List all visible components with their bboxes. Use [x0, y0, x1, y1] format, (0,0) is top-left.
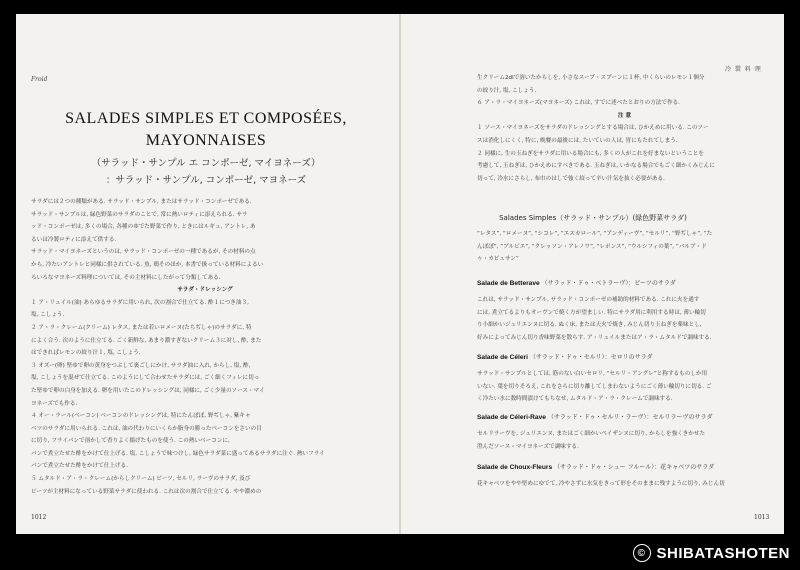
page-title-line2: MAYONNAISES	[145, 132, 267, 149]
body-line: パンで煮立たせた酢をかけて仕上げる.	[31, 463, 128, 470]
copyright-watermark	[633, 540, 790, 566]
note-heading: 注 意	[617, 112, 632, 119]
item-title-celeri	[477, 352, 653, 361]
body-line: に切り, フライパンで溶かして香りよく揚げたものを使う. この熱いベーコンに,	[31, 438, 230, 445]
body-line: いない. 葉を切りそろえ, これをさらに切り離してしまわないようにごく薄い輪切りに切る. ご	[477, 383, 712, 390]
running-head-right: 冷 製 料 理	[725, 66, 762, 73]
body-line: の絞り汁, 塩, こしょう.	[477, 87, 537, 94]
body-line: サラダには２つの種類がある. サラッド・サンプル, またはサラッド・コンポーゼである.	[31, 199, 252, 205]
item-title-fr: Salade de Choux-Fleurs	[477, 464, 553, 471]
body-line: ３ オズー(卵) 堅ゆで卵の黄身をつぶして裏ごしにかけ, サラダ油に入れ, からし, 塩, 酢,	[31, 362, 251, 369]
item-title-jp: （サラッド・ドゥ・セルリ・ラーヴ）：セルリラーヴのサラダ	[547, 414, 713, 421]
running-head-left: Froid	[31, 76, 48, 83]
item-title-betterave	[477, 278, 676, 287]
body-line: はできればレモンの絞り汁１, 塩, こしょう.	[31, 350, 141, 357]
item-body-betterave	[477, 294, 772, 344]
subtitle-line1: （サラッド・サンプル エ コンポーゼ, マイヨネーズ）	[91, 158, 321, 169]
section-intro-text	[477, 228, 772, 266]
page-number-left: 1012	[31, 514, 47, 521]
left-body-text	[31, 196, 379, 498]
copyright-icon: ©	[633, 544, 651, 562]
body-line: 花キャベツをやや堅めにゆでて, 冷やさずに水気をきって形をそのままに残すように切り, みじん切	[477, 481, 725, 487]
body-line: 塩, こしょう.	[31, 312, 65, 319]
body-line: スは消化しにくく, 特に, 晩餐の最後には, たいていの人は, 胃にもたれてしまう.	[477, 137, 678, 144]
left-page	[16, 14, 399, 534]
body-line: ヨネーズでも作る.	[31, 400, 78, 407]
item-title-fr: Salade de Betterave	[477, 280, 540, 287]
body-line: 塩, こしょうを混ぜて仕立てる. このようにして合わせたサラダには, ごく細くフィレに切っ	[31, 375, 260, 382]
watermark-text: SHIBATASHOTEN	[656, 544, 790, 562]
body-line: ４ オー・ラール(ベーコン) ベーコンのドレッシングは, 特にたんぽぽ, 野ぢしゃ, 紫キャ	[31, 413, 251, 420]
body-line: によく合う. 次のように仕立てる. ごく新鮮な, あまり濃すぎないクリーム３に対し, 酢, また	[31, 337, 262, 344]
body-line: ろいろなマヨネーズ料理については, その主材料にしたがって分類してある.	[31, 274, 221, 281]
body-line: セルリラーヴを, ジュリエンヌ, またはごく細かいペイザンヌに切り, からしを強くきかせた	[477, 431, 706, 437]
body-line: ッド・コンポーゼは, 多くの場合, 各種のゆでた野菜で作り, ときにはルギュ, アントレ, あ	[31, 224, 256, 231]
body-line: １ ア・リュイル(油) あらゆるサラダに用いられ, 次の割合で仕立てる. 酢１につき油３,	[31, 299, 249, 306]
body-line: １ ソース・マイヨネーズをサラダのドレッシングとする場合は, ひかえめに用いる. このソー	[477, 125, 709, 132]
body-line: ２ 同様に, 生の玉ねぎをサラダに用いる場合にも, 多くの人がこれを好まないということを	[477, 150, 704, 157]
body-line: く冷たい水に数時間漬けてもちなせ, ムタルド・ア・ラ・クレームで調味する.	[477, 396, 673, 403]
item-title-jp: （サラッド・ドゥ・ベトラーヴ）：ビーツのサラダ	[541, 280, 676, 287]
body-line: り小細かいジュリエンヌに切る. ぬく床, または天火で焼き, みじん切り玉ねぎを薬味とし,	[477, 322, 702, 329]
body-line: ゥ・カピュサン”	[477, 256, 519, 263]
body-line: るいは冷製ロティに添えて供する.	[31, 236, 117, 243]
body-line: んぽぽ”, “ブルビエ”, “クレッソン・アレノワ”, “レポンス”, “ウルシフィの葉”, “バルブ・ド	[477, 243, 707, 250]
body-line: ６ ア・ラ・マイヨネーズ(マヨネーズ) これは, すでに述べたとおりの方法で作る.	[477, 100, 680, 107]
item-title-celeri-rave	[477, 412, 713, 421]
section-title: Salades Simples（サラッド・サンプル）(緑色野菜サラダ)	[499, 214, 687, 222]
subtitle-line2: ：サラッド・サンプル, コンポーゼ, マヨネーズ	[105, 175, 307, 186]
body-line: た堅ゆで卵の白身を加える. 卵を用いたこのドレッシングは, 同様に, ごく少量のソース・マイ	[31, 387, 265, 394]
body-line: には, 煮立てるよりもオーヴンで焼く方が望ましい. 特にサラダ用に利用する時は, 薄い輪切	[477, 309, 706, 316]
book-spread	[16, 14, 784, 534]
right-top-text	[477, 72, 772, 185]
right-page	[402, 14, 784, 534]
body-line: ２ ア・ラ・クレーム(クリーム) レタス, または若いロメーヌ(たちぢしゃ)のサラダに, 特	[31, 324, 252, 331]
body-line: パンで煮立たせた酢をかけて仕上げる. 塩, こしょうで味つけし, 緑色サラダ菜に盛ってあるサラダに注ぐ. 熱いフライ	[31, 450, 325, 457]
body-line: これは, サラッド・サンプル, サラッド・コンポーゼの補助的材料である. これに火を通す	[477, 297, 700, 303]
page-number-right: 1013	[754, 514, 770, 521]
page-title-line1: SALADES SIMPLES ET COMPOSÉES,	[65, 110, 347, 127]
body-line: ビーツが主材料になっている野菜サラダに使われる. これは次の割合で仕立てる. やや濃めの	[31, 488, 262, 495]
body-line: ベツのサラダに用いられる. これは, 油の代わりにいくらか脂身の勝ったベーコンをさいの目	[31, 425, 262, 432]
item-title-jp: （サラッド・ドゥ・シュー フルール）：花キャベツのサラダ	[554, 464, 715, 471]
body-line: 澄んだソース・マイヨネーズで調味する.	[477, 443, 579, 450]
body-line: サラッド・マイヨネーズというのは, サラッド・コンポーゼの一種であるが, その材料の点	[31, 249, 256, 256]
body-line: 好みによってみじん切り香味野菜を散らす. ア・リュイルまたはア・ラ・ムタルドで調味する.	[477, 334, 712, 341]
item-title-choux-fleurs	[477, 462, 714, 471]
item-body-celeri-rave	[477, 428, 772, 453]
item-body-celeri	[477, 368, 772, 406]
item-title-fr: Salade de Céleri	[477, 354, 528, 361]
body-line: 生クリーム2dlで溶いたからしを, 小さなスープ・スプーンに１杯, 中くらいのレモン１個分	[477, 75, 705, 81]
body-line: サラッド・サンプルとしては, 筋のない白いセロリ, “セルリ・アングレ”と称するものしか用	[477, 371, 708, 377]
body-line: 切って, 冷水にさらし, 布巾のはしで強く絞って辛い汁気を抜く必要がある.	[477, 175, 665, 182]
body-line: “レタス”, “ロメーヌ”, “シコレ”, “エスカロール”, “アンディーヴ”, “セルリ”, “野ぢしゃ”, “た	[477, 231, 713, 237]
item-body-choux-fleurs	[477, 478, 772, 491]
section-heading: サラダ・ドレッシング	[177, 287, 233, 294]
page-gutter	[399, 14, 401, 534]
body-line: 考慮して, 玉ねぎは, ひかえめにすべきである. 玉ねぎは, いかなる場合でもごく細かくみじんに	[477, 163, 715, 170]
body-line: サラッド・サンプルは, 緑色野菜のサラダのことで, 常に熱いロティに添えられる. サラ	[31, 211, 248, 218]
body-line: から, 冷たいアントレと同様に供されている. 魚, 鶏そのほか, 本書で扱っている材料によるい	[31, 261, 264, 268]
body-line: ５ ムタルド・ア・ラ・クレーム(からしクリーム) ビーツ, セルリ, ラーヴのサラダ, 及び	[31, 476, 251, 483]
item-title-jp: （サラッド・ドゥ・セルリ）：セロリのサラダ	[529, 354, 653, 361]
item-title-fr: Salade de Céleri-Rave	[477, 414, 546, 421]
